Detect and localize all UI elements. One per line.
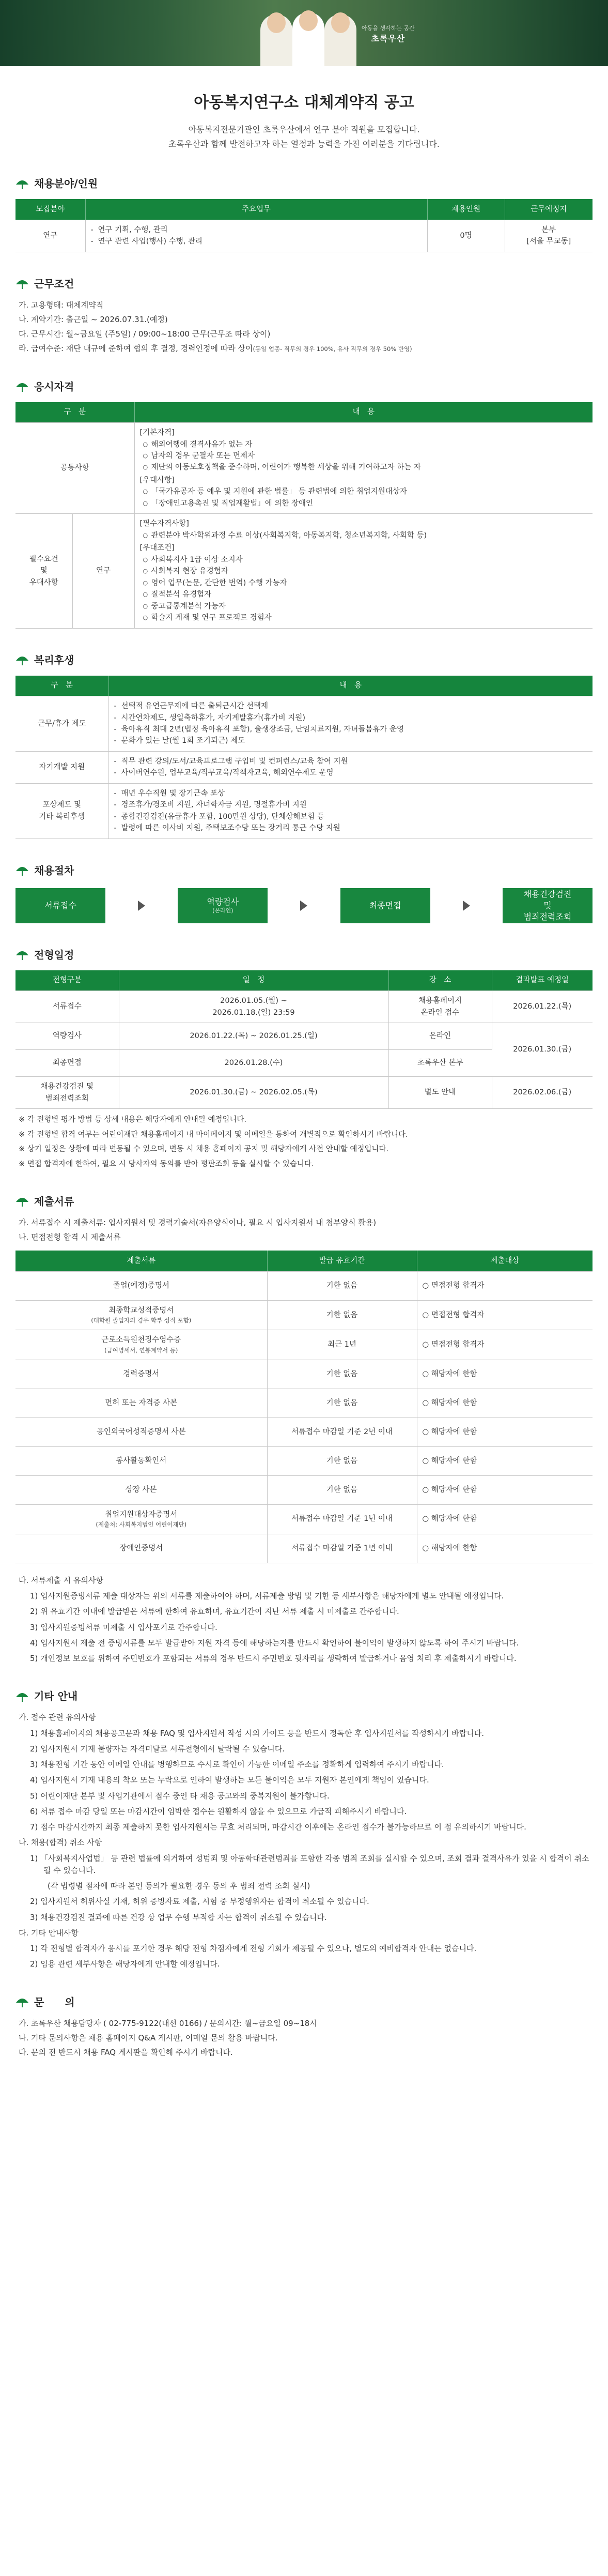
positions-table: 모집분야 주요업무 채용인원 근무예정지 연구 - 연구 기획, 수행, 관리 - 연구 관련 사업(행사) 수행, 관리 0명 본부 [서울 무교동] xyxy=(15,199,593,252)
arrow-right-icon xyxy=(463,901,470,911)
process-step: 서류접수 xyxy=(15,888,105,923)
section-header-etc: 기타 안내 xyxy=(15,1688,593,1704)
umbrella-icon xyxy=(15,1690,29,1703)
section-header-contact: 문 의 xyxy=(15,1994,593,2010)
brand-logo: 아동을 생각하는 공간 초록우산 xyxy=(362,25,415,44)
umbrella-icon xyxy=(15,864,29,877)
documents-table: 제출서류 발급 유효기간 제출대상 졸업(예정)증명서 기한 없음 ○ 면접전형 합격자 최종학교성적증명서 (대학원 졸업자의 경우 학부 성적 포함) 기한 없음 ○ 면접전형 합격자 근로소득원천징수영수증 (급여명세서, 연봉계약서 등) 최근 1년 ○ 면접전형 합격자 경력증명서 기한 없음 ○ 해당자에 한함 면허 또는 자격증 사본 기한 없음 ○ 해당자에 한함 공인외국어성적증명서 사본 서류접수 마감일 기준 2년 이내 ○ 해당자에 한함 봉사활동확인서 기한 없음 ○ 해당자에 한함 상장 사본 기한 없음 ○ 해당자에 한함 취업지원대상자증명서 (제출처: 사회복지법인 어린이재단) 서류접수 마감일 기준 1년 이내 ○ 해당자에 한함 장애인증명서 서류접수 마감일 기준 1년 이내 ○ 해당자에 한함 xyxy=(15,1251,593,1563)
section-header-process: 채용절차 xyxy=(15,863,593,879)
section-header-positions: 채용분야/인원 xyxy=(15,176,593,192)
umbrella-icon xyxy=(15,1995,29,2009)
hero-banner xyxy=(0,0,608,66)
page-title: 아동복지연구소 대체계약직 공고 xyxy=(194,94,414,112)
child-figure xyxy=(324,14,356,66)
section-header-benefits: 복리후생 xyxy=(15,652,593,668)
qualifications-table: 구 분 내 용 공통사항 [기본자격] ○ 해외여행에 결격사유가 없는 자 ○ 남자의 경우 군필자 또는 면제자 ○ 재단의 아동보호정책을 준수하며, 어린이가 행복한 세상을 위해 기여하고자 하는 자 [우대사항] ○ 「국가유공자 등 예우 및 지원에 관한 법률」 등 관련법에 의한 취업지원대상자 ○ 「장애인고용촉진 및 직업재활법」에 의한 장애인 필수요건 및 우대사항 연구 [필수자격사항] ○ 관련분야 박사학위과정 수료 이상(사회복지학, 아동복지학, 청소년복지학, 사회학 등) [우대조건] ○ 사회복지사 1급 이상 소지자 ○ 사회복지 현장 유경험자 ○ 영어 업무(논문, 간단한 번역) 수행 가능자 ○ 질적분석 유경험자 ○ 중고급통계분석 가능자 ○ 학술지 게재 및 연구 프로젝트 경험자 xyxy=(15,402,593,629)
process-step: 최종면접 xyxy=(340,888,430,923)
documents-intro: 가. 서류접수 시 제출서류: 입사지원서 및 경력기술서(자유양식이나, 필요 시 입사지원서 내 첨부양식 활용) 나. 면접전형 합격 시 제출서류 xyxy=(19,1217,377,1242)
umbrella-icon xyxy=(15,277,29,291)
section-header-qualifications: 응시자격 xyxy=(15,379,593,395)
umbrella-icon xyxy=(15,177,29,191)
schedule-table: 전형구분 일 정 장 소 결과발표 예정일 서류접수 2026.01.05.(월) ~ 2026.01.18.(일) 23:59 채용홈페이지 온라인 접수 2026.01.22.(목) 역량검사 2026.01.22.(목) ~ 2026.01.25.(일) 온라인 2026.01.30.(금) 최종면접 2026.01.28.(수) 초록우산 본부 채용건강검진 및 범죄전력조회 2026.01.30.(금) ~ 2026.02.05.(목) 별도 안내 2026.02.06.(금) xyxy=(15,970,593,1109)
arrow-right-icon xyxy=(138,901,145,911)
section-header-documents: 제출서류 xyxy=(15,1194,593,1210)
section-header-schedule: 전형일정 xyxy=(15,947,593,963)
arrow-right-icon xyxy=(300,901,307,911)
process-step: 채용건강검진 및 범죄전력조회 xyxy=(503,888,593,923)
section-header-conditions: 근무조건 xyxy=(15,276,593,292)
contact-info: 가. 초록우산 채용담당자 ( 02-775-9122(내선 0166) / 문의시간: 월~금요일 09~18시 나. 기타 문의사항은 채용 홈페이지 Q&A 게시판, 이메일 문의 활용 바랍니다. 다. 문의 전 반드시 채용 FAQ 게시판을 확인해 주시기 바랍니다. xyxy=(19,2018,317,2057)
etc-notes: 가. 접수 관련 유의사항 1) 채용홈페이지의 채용공고문과 채용 FAQ 및 입사지원서 작성 시의 가이드 등을 반드시 정독한 후 입사지원서를 작성하시기 바랍니다. 2) 입사지원서 기재 불량자는 자격미달로 서류전형에서 탈락될 수 있습니다. 3) 채용전형 기간 동안 이메일 안내를 병행하므로 수시로 확인이 가능한 이메일 주소를 정확하게 입력하여 주시기 바랍니다. 4) 입사지원서 기재 내용의 착오 또는 누락으로 인하여 발생하는 모든 불이익은 모두 지원자 본인에게 책임이 있습니다. 5) 어린이재단 본부 및 사업기관에서 접수 중인 타 채용 공고와의 중복지원이 불가합니다. 6) 서류 접수 마감 당일 또는 마감시간이 임박한 접수는 원활하지 않을 수 있으므로 가급적 피해주시기 바랍니다. 7) 접수 마감시간까지 최종 제출하지 못한 입사지원서는 무효 처리되며, 마감시간 이후에는 온라인 접수가 불가능하므로 이 점 유의하시기 바랍니다. 나. 채용(합격) 취소 사항 1) 「사회복지사업법」 등 관련 법률에 의거하여 성범죄 및 아동학대관련범죄를 포함한 각종 범죄 조회를 실시할 수 있으며, 조회 결과 결격사유가 있을 시 합격이 취소될 수 있습니다. (각 법령별 절차에 따라 본인 동의가 필요한 경우 동의 후 범죄 전력 조회 실시) 2) 입사지원서 허위사실 기재, 허위 증빙자료 제출, 시험 중 부정행위자는 합격이 취소될 수 있습니다. 3) 채용건강검진 결과에 따른 건강 상 업무 수행 부적합 자는 합격이 취소될 수 있습니다. 다. 기타 안내사항 1) 각 전형별 합격자가 응시를 포기한 경우 해당 전형 차점자에게 전형 기회가 제공될 수 있으나, 별도의 예비합격자 안내는 없습니다. 2) 임용 관련 세부사항은 해당자에게 안내할 예정입니다. xyxy=(19,1713,589,1969)
schedule-notes: ※ 각 전형별 평가 방법 등 상세 내용은 해당자에게 안내될 예정입니다. ※ 각 전형별 합격 여부는 어린이재단 채용홈페이지 내 마이페이지 및 이메일을 통하여 개별적으로 확인하시기 바랍니다. ※ 상기 일정은 상황에 따라 변동될 수 있으며, 변동 시 채용 홈페이지 공지 및 해당자에게 사전 안내할 예정입니다. ※ 면접 합격자에 한하여, 필요 시 당사자의 동의를 받아 평판조회 등을 실시할 수 있습니다. xyxy=(19,1116,408,1168)
benefits-table: 구 분 내 용 근무/휴가 제도 - 선택적 유연근무제에 따른 출퇴근시간 선택제 - 시간연차제도, 생일축하휴가, 자기계발휴가(휴가비 지원) - 육아휴직 최대 2년(법정 육아휴직 포함), 출생장조금, 난임치료지원, 자녀돌봄휴가 운영 - 문화가 있는 날(월 1회 조기퇴근) 제도 자기개발 지원 - 직무 관련 강의/도서/교육프로그램 구입비 및 컨퍼런스/교육 참여 지원 - 사이버연수원, 업무교육/직무교육/직책자교육, 해외연수제도 운영 포상제도 및 기타 복리후생 - 매년 우수직원 및 장기근속 포상 - 경조휴가/경조비 지원, 자녀학자금 지원, 명절휴가비 지원 - 종합건강검진(유급휴가 포함, 100만원 상당), 단체상해보험 등 - 발령에 따른 이사비 지원, 주택보조수당 또는 장거리 통근 수당 지원 xyxy=(15,676,593,839)
umbrella-icon xyxy=(15,653,29,667)
document-cautions: 다. 서류제출 시 유의사항 1) 입사지원증빙서류 제출 대상자는 위의 서류를 제출하여야 하며, 서류제출 방법 및 기한 등 세부사항은 해당자에게 별도 안내될 예정입니다. 2) 위 유효기간 이내에 발급받은 서류에 한하여 유효하며, 유효기간이 지난 서류 제출 시 미제출로 간주합니다. 3) 입사지원증빙서류 미제출 시 입사포기로 간주합니다. 4) 입사지원서 제출 전 증빙서류를 모두 발급받아 지원 자격 등에 해당하는지를 반드시 확인하여 불이익이 발생하지 않도록 하여 주시기 바랍니다. 5) 개인정보 보호를 위하여 주민번호가 포함되는 서류의 경우 반드시 주민번호 뒷자리를 생략하여 발급하거나 음영 처리 후 제출하시기 바랍니다. xyxy=(19,1575,519,1664)
child-figure xyxy=(260,14,292,66)
process-step: 역량검사 (온라인) xyxy=(178,888,268,923)
intro-text: 아동복지전문기관인 초록우산에서 연구 분야 직원을 모집합니다. 초록우산과 함께 발전하고자 하는 열정과 능력을 가진 여러분을 기다립니다. xyxy=(168,124,440,149)
child-figure xyxy=(292,12,324,66)
umbrella-icon xyxy=(15,948,29,962)
umbrella-icon xyxy=(15,380,29,393)
process-flow xyxy=(15,888,593,923)
conditions-list: 가. 고용형태: 대체계약직 나. 계약기간: 출근일 ~ 2026.07.31.(예정) 다. 근무시간: 월~금요일 (주5일) / 09:00~18:00 근무(근무조 따라 상이) 라. 급여수준: 재단 내규에 준하여 협의 후 결정, 경력인정에 따라 상이(동일 업종- 직무의 경우 100%, 유사 직무의 경우 50% 반영) xyxy=(19,300,412,354)
umbrella-icon xyxy=(15,1195,29,1208)
